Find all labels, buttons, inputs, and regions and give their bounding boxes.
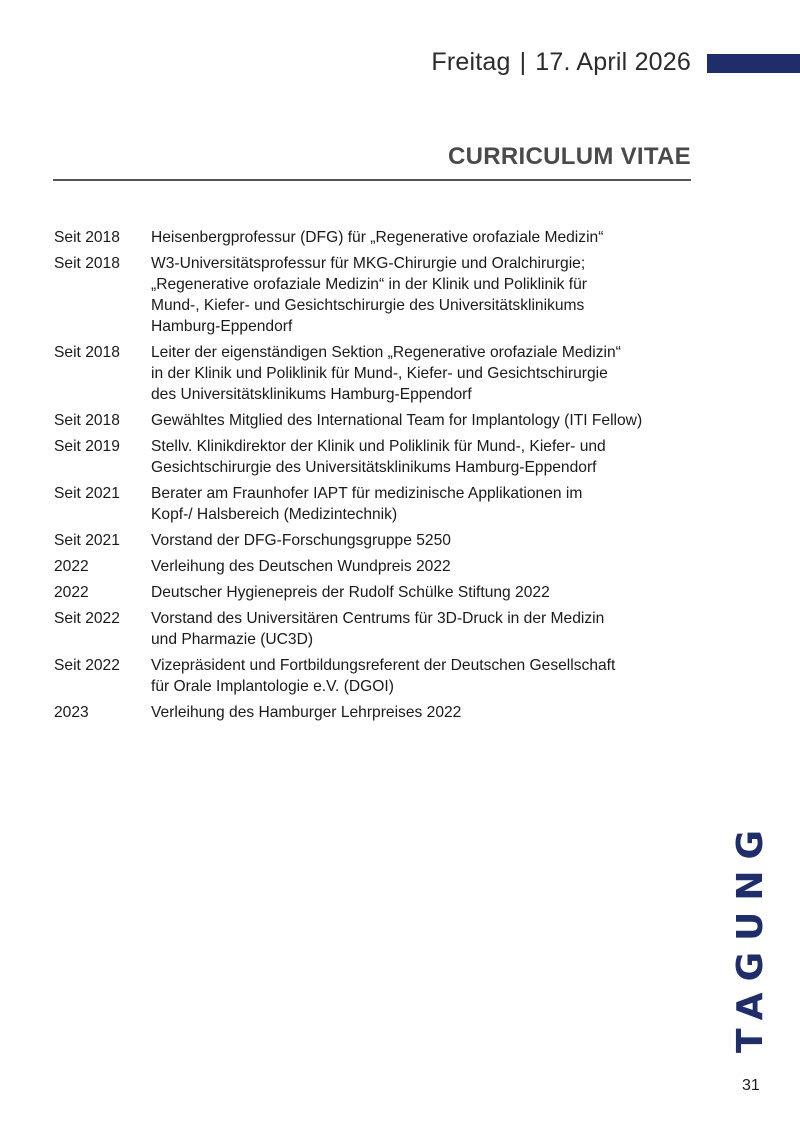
cv-entry-description-line: in der Klinik und Poliklinik für Mund-, Kiefer- und Gesichtschirurgie	[151, 365, 608, 382]
cv-entry-description	[151, 608, 694, 650]
cv-entry-description	[151, 702, 694, 723]
cv-entry	[54, 436, 694, 478]
cv-entry-description-line: Heisenbergprofessur (DFG) für „Regenerative orofaziale Medizin“	[151, 229, 604, 246]
cv-entry	[54, 410, 694, 431]
cv-entry-year: Seit 2022	[54, 610, 120, 627]
cv-entry-description-line: Vorstand des Universitären Centrums für 3D-Druck in der Medizin	[151, 610, 605, 627]
cv-entry	[54, 227, 694, 248]
cv-entry-description-line: „Regenerative orofaziale Medizin“ in der Klinik und Poliklinik für	[151, 276, 587, 293]
cv-entry-description-line: Stellv. Klinikdirektor der Klinik und Poliklinik für Mund-, Kiefer- und	[151, 438, 606, 455]
cv-entry	[54, 582, 694, 603]
cv-entry-description-line: des Universitätsklinikums Hamburg-Eppendorf	[151, 386, 472, 403]
cv-entry	[54, 253, 694, 337]
cv-entry-description-line: Gesichtschirurgie des Universitätsklinikums Hamburg-Eppendorf	[151, 459, 597, 476]
cv-entry-description	[151, 342, 694, 405]
cv-entry-year: Seit 2019	[54, 438, 120, 455]
cv-entry-description	[151, 556, 694, 577]
cv-entry-description	[151, 410, 694, 431]
cv-entry-description-line: Deutscher Hygienepreis der Rudolf Schülke Stiftung 2022	[151, 584, 550, 601]
cv-entry-year: Seit 2021	[54, 532, 120, 549]
cv-entry-description	[151, 530, 694, 551]
cv-entry-year: Seit 2021	[54, 485, 120, 502]
page-number: 31	[742, 1077, 760, 1094]
cv-entry-year: 2023	[54, 704, 89, 721]
cv-entry-description-line: Gewähltes Mitglied des International Team for Implantology (ITI Fellow)	[151, 412, 643, 429]
cv-entry-description-line: für Orale Implantologie e.V. (DGOI)	[151, 678, 394, 695]
section-title: CURRICULUM VITAE	[447, 143, 691, 170]
cv-entry-year: Seit 2018	[54, 229, 120, 246]
cv-entry-description	[151, 655, 694, 697]
cv-entry-description	[151, 483, 694, 525]
side-label-tagung: TAGUNG	[730, 818, 771, 1053]
title-divider	[53, 179, 691, 181]
cv-entry-description-line: Vizepräsident und Fortbildungsreferent der Deutschen Gesellschaft	[151, 657, 616, 674]
cv-entry-description-line: Hamburg-Eppendorf	[151, 318, 293, 335]
header-weekday: Freitag	[431, 48, 511, 76]
cv-entry-year: Seit 2018	[54, 344, 120, 361]
cv-entry-description-line: Vorstand der DFG-Forschungsgruppe 5250	[151, 532, 451, 549]
cv-entry-description-line: W3-Universitätsprofessur für MKG-Chirurgie und Oralchirurgie;	[151, 255, 586, 272]
cv-entry-description	[151, 253, 694, 337]
header-separator: |	[519, 48, 527, 76]
cv-entry-description-line: Berater am Fraunhofer IAPT für medizinische Applikationen im	[151, 485, 583, 502]
cv-entry-year: Seit 2018	[54, 255, 120, 272]
cv-entry-year: 2022	[54, 584, 89, 601]
cv-entry-description	[151, 227, 694, 248]
cv-entry-description-line: Kopf-/ Halsbereich (Medizintechnik)	[151, 506, 398, 523]
header-date	[431, 48, 691, 77]
cv-entry-year: 2022	[54, 558, 89, 575]
cv-entry	[54, 702, 694, 723]
cv-entry	[54, 556, 694, 577]
header-date-value: 17. April 2026	[535, 48, 691, 76]
cv-entry	[54, 530, 694, 551]
cv-entry	[54, 483, 694, 525]
cv-list	[54, 227, 694, 728]
cv-entry-description-line: und Pharmazie (UC3D)	[151, 631, 314, 648]
cv-entry-description	[151, 582, 694, 603]
cv-entry-description-line: Mund-, Kiefer- und Gesichtschirurgie des Universitätsklinikums	[151, 297, 585, 314]
cv-entry	[54, 608, 694, 650]
cv-entry-description-line: Leiter der eigenständigen Sektion „Regenerative orofaziale Medizin“	[151, 344, 621, 361]
cv-entry-year: Seit 2022	[54, 657, 120, 674]
cv-entry-year: Seit 2018	[54, 412, 120, 429]
cv-entry	[54, 342, 694, 405]
cv-entry-description	[151, 436, 694, 478]
cv-entry	[54, 655, 694, 697]
cv-entry-description-line: Verleihung des Deutschen Wundpreis 2022	[151, 558, 451, 575]
header-accent-bar	[707, 54, 800, 73]
cv-entry-description-line: Verleihung des Hamburger Lehrpreises 2022	[151, 704, 462, 721]
